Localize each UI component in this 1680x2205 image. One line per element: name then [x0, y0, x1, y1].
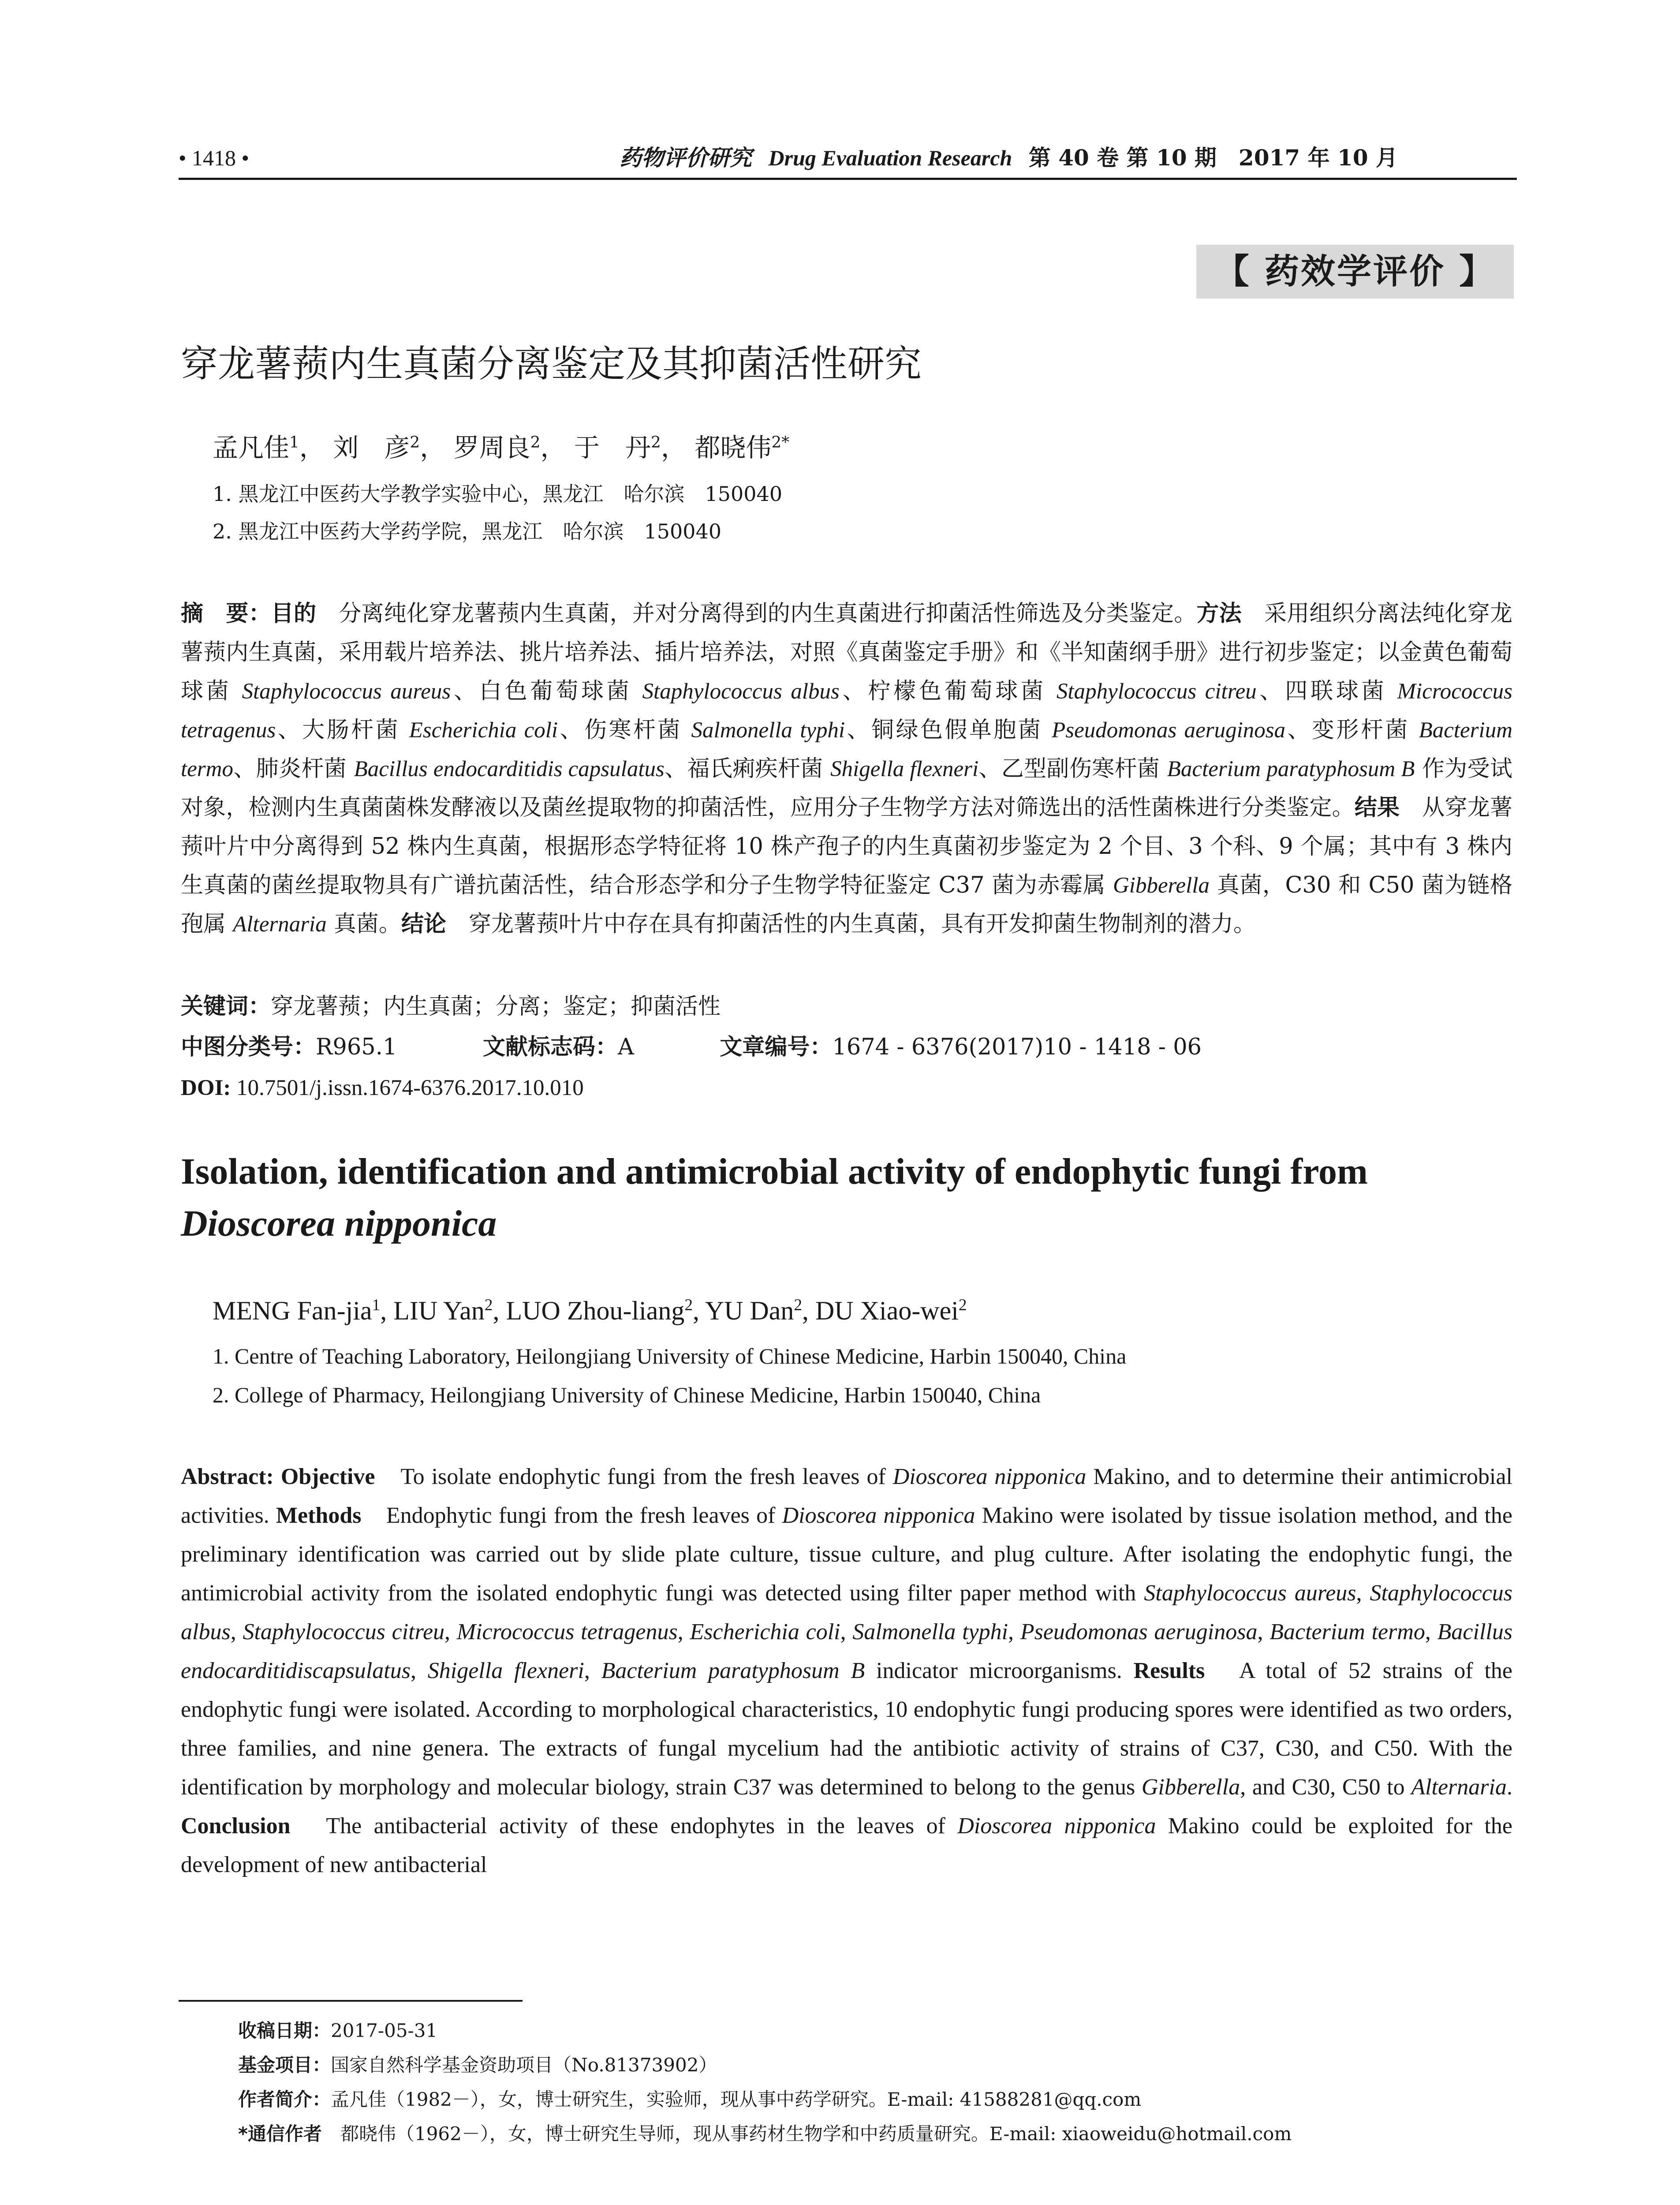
- journal-name-cn: 药物评价研究: [620, 145, 752, 171]
- abstract-label: Abstract:: [181, 1464, 274, 1489]
- author-list-en: MENG Fan-jia$^1$, LIU Yan$^2$, LUO Zhou-liang$^2$, YU Dan$^2$, DU Xiao-wei$^2$: [213, 1296, 967, 1325]
- abstract-label: 摘 要：: [181, 601, 271, 627]
- footnote-label: 作者简介：: [238, 2089, 331, 2110]
- objective-text: To isolate endophytic fungi from the fresh leaves of Dioscorea nipponica Makino, and to determine their antimicrobial activities.: [181, 1464, 1512, 1528]
- objective-label: 目的: [271, 601, 317, 627]
- author-affiliation-mark: 2: [530, 433, 541, 452]
- methods-text: 采用组织分离法纯化穿龙薯蓣内生真菌，采用载片培养法、挑片培养法、插片培养法，对照《真菌鉴定手册》和《半知菌纲手册》进行初步鉴定；以金黄色葡萄球菌 Staphylococcus aureus、白色葡萄球菌 Staphylococcus albus、柠檬色葡萄球菌 Staphylococcus citreu、四联球菌 Micrococcus tetragenus、大肠杆菌 Escherichia coli、伤寒杆菌 Salmonella typhi、铜绿色假单胞菌 Pseudomonas aeruginosa、变形杆菌 Bacterium termo、肺炎杆菌 Bacillus endocarditidis capsulatus、福氏痢疾杆菌 Shigella flexneri、乙型副伤寒杆菌 Bacterium paratyphosum B 作为受试对象，检测内生真菌菌株发酵液以及菌丝提取物的抑菌活性，应用分子生物学方法对筛选出的活性菌株进行分类鉴定。: [181, 601, 1513, 821]
- doi-label: DOI:: [181, 1076, 231, 1100]
- clc-label: 中图分类号：: [181, 1034, 316, 1060]
- page-number: • 1418 •: [179, 146, 250, 170]
- author-name: DU Xiao-wei: [815, 1296, 959, 1325]
- footnote-rule: [179, 2000, 523, 2002]
- journal-issue: 第 40 卷 第 10 期 2017 年 10 月: [1028, 145, 1398, 171]
- clc-value: R965.1: [316, 1034, 397, 1060]
- affiliation-en-1: 1. Centre of Teaching Laboratory, Heilongjiang University of Chinese Medicine, Harbin 150040, China: [213, 1344, 1127, 1368]
- author-name: MENG Fan-jia: [213, 1296, 372, 1325]
- keywords-cn: [181, 987, 721, 1027]
- journal-masthead: [620, 140, 1398, 176]
- author-affiliation-mark: 2: [794, 1296, 803, 1314]
- doi-value: 10.7501/j.issn.1674-6376.2017.10.010: [231, 1076, 584, 1100]
- footnote-text: 国家自然科学基金资助项目（No.81373902）: [331, 2054, 717, 2076]
- doc-code-value: A: [617, 1034, 634, 1060]
- abstract-cn: [181, 594, 1512, 944]
- journal-name-en: Drug Evaluation Research: [768, 146, 1012, 170]
- author-affiliation-mark: 1: [289, 433, 299, 452]
- author-affiliation-mark: 2: [410, 433, 420, 452]
- footnote-received: [238, 2015, 437, 2046]
- footnote-funding: [238, 2050, 717, 2081]
- header-rule: [179, 178, 1517, 180]
- conclusion-text: 穿龙薯蓣叶片中存在具有抑菌活性的内生真菌，具有开发抑菌生物制剂的潜力。: [446, 911, 1256, 937]
- author-affiliation-mark: 2: [958, 1296, 967, 1314]
- author-affiliation-mark: 2: [484, 1296, 493, 1314]
- classification-line: [181, 1028, 1202, 1067]
- abstract-en: [181, 1458, 1512, 1884]
- author-name: 都晓伟: [694, 433, 772, 463]
- objective-text: 分离纯化穿龙薯蓣内生真菌，并对分离得到的内生真菌进行抑菌活性筛选及分类鉴定。: [316, 601, 1197, 627]
- results-label: 结果: [1354, 795, 1400, 821]
- footnote-label: *通信作者: [238, 2123, 322, 2145]
- author-affiliation-mark: 2: [684, 1296, 693, 1314]
- conclusion-label: 结论: [401, 911, 446, 937]
- methods-label: 方法: [1196, 601, 1242, 627]
- article-title-cn: 穿龙薯蓣内生真菌分离鉴定及其抑菌活性研究: [181, 342, 922, 385]
- objective-label: Objective: [280, 1464, 375, 1489]
- doi-line: [181, 1068, 584, 1108]
- keywords-label: 关键词：: [181, 994, 271, 1020]
- article-no-label: 文章编号：: [720, 1034, 833, 1060]
- article-title-en: [181, 1146, 1504, 1250]
- title-line-2: Dioscorea nipponica: [181, 1203, 497, 1244]
- running-header: [179, 140, 1517, 176]
- results-text: A total of 52 strains of the endophytic fungi were isolated. According to morphological characteristics, 10 endophytic fungi producing spores were identified as two orders, three families, and nine genera. The extracts of fungal mycelium had the antibiotic activity of strains of C37, C30, and C50. With the identification by morphology and molecular biology, strain C37 was determined to belong to the genus Gibberella, and C30, C50 to Alternaria.: [181, 1658, 1512, 1800]
- methods-label: Methods: [276, 1503, 362, 1528]
- author-name: YU Dan: [705, 1296, 794, 1325]
- affiliation-cn-2: 2. 黑龙江中医药大学药学院，黑龙江 哈尔滨 150040: [213, 519, 722, 543]
- author-name: 于 丹: [574, 433, 651, 463]
- author-list-cn: 孟凡佳$^1$， 刘 彦$^2$， 罗周良$^2$， 于 丹$^2$， 都晓伟$^{2*}$: [213, 433, 790, 463]
- author-name: 孟凡佳: [213, 433, 290, 463]
- methods-text: Endophytic fungi from the fresh leaves of Dioscorea nipponica Makino were isolated by tissue isolation method, and the preliminary identification was carried out by slide plate culture, tissue culture, and plug culture. After isolating the endophytic fungi, the antimicrobial activity from the isolated endophytic fungi was detected using filter paper method with Staphylococcus aureus, Staphylococcus albus, Staphylococcus citreu, Micrococcus tetragenus, Escherichia coli, Salmonella typhi, Pseudomonas aeruginosa, Bacterium termo, Bacillus endocarditidiscapsulatus, Shigella flexneri, Bacterium paratyphosum B indicator microorganisms.: [181, 1503, 1513, 1683]
- footnote-label: 基金项目：: [238, 2054, 331, 2076]
- title-line-1: Isolation, identification and antimicrobial activity of endophytic fungi from: [181, 1151, 1368, 1192]
- results-text: 从穿龙薯蓣叶片中分离得到 52 株内生真菌，根据形态学特征将 10 株产孢子的内生真菌初步鉴定为 2 个目、3 个科、9 个属；其中有 3 株内生真菌的菌丝提取物具有广谱抗菌活性，结合形态学和分子生物学特征鉴定 C37 菌为赤霉属 Gibberella 真菌，C30 和 C50 菌为链格孢属 Alternaria 真菌。: [181, 795, 1512, 937]
- footnote-corresponding-author: [238, 2119, 1292, 2149]
- author-affiliation-mark: 2*: [771, 433, 790, 452]
- footnote-text: 孟凡佳（1982－），女，博士研究生，实验师，现从事中药学研究。E-mail: 41588281@qq.com: [331, 2089, 1142, 2110]
- keywords-text: 穿龙薯蓣；内生真菌；分离；鉴定；抑菌活性: [271, 994, 721, 1020]
- author-affiliation-mark: 1: [372, 1296, 381, 1314]
- results-label: Results: [1133, 1658, 1205, 1683]
- article-no-value: 1674 - 6376(2017)10 - 1418 - 06: [832, 1034, 1202, 1060]
- author-name: LUO Zhou-liang: [506, 1296, 685, 1325]
- conclusion-text: The antibacterial activity of these endophytes in the leaves of Dioscorea nipponica Makino could be exploited for the development of new antibacterial: [181, 1813, 1512, 1877]
- author-affiliation-mark: 2: [651, 433, 661, 452]
- footnote-text: 都晓伟（1962－），女，博士研究生导师，现从事药材生物学和中药质量研究。E-mail: xiaoweidu@hotmail.com: [321, 2123, 1292, 2145]
- doc-code-label: 文献标志码：: [482, 1034, 618, 1060]
- author-name: 刘 彦: [333, 433, 410, 463]
- footnote-author-bio: [238, 2084, 1141, 2115]
- author-name: LIU Yan: [393, 1296, 485, 1325]
- footnote-label: 收稿日期：: [238, 2020, 331, 2041]
- section-tag: 【 药效学评价 】: [1196, 245, 1514, 299]
- affiliation-cn-1: 1. 黑龙江中医药大学教学实验中心，黑龙江 哈尔滨 150040: [213, 482, 783, 506]
- affiliation-en-2: 2. College of Pharmacy, Heilongjiang University of Chinese Medicine, Harbin 150040, China: [213, 1383, 1041, 1407]
- conclusion-label: Conclusion: [181, 1813, 291, 1839]
- footnote-text: 2017-05-31: [331, 2020, 438, 2041]
- author-name: 罗周良: [453, 433, 530, 463]
